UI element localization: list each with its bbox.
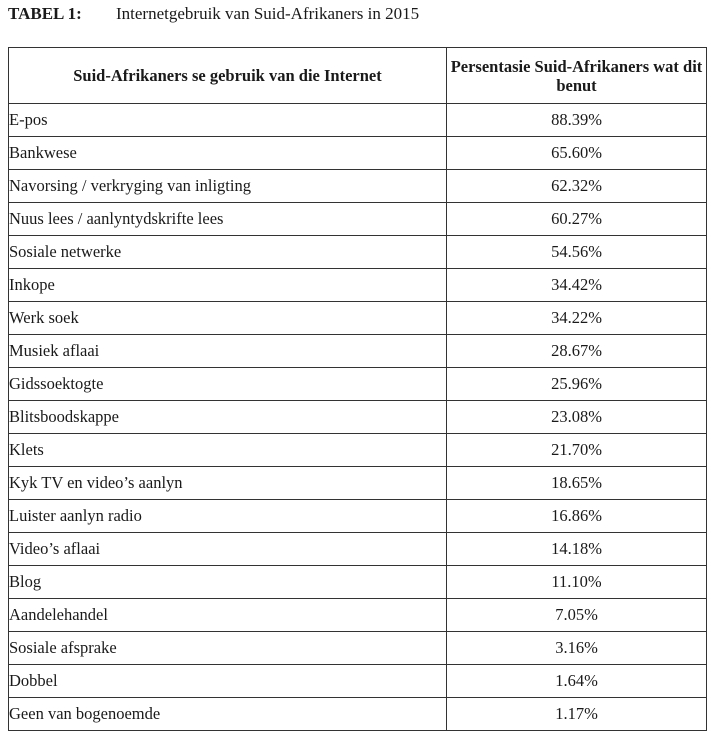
- table-row: [9, 698, 707, 731]
- table-row: [9, 434, 707, 467]
- table-row: [9, 302, 707, 335]
- usage-percent-cell: 3.16%: [447, 632, 707, 665]
- usage-activity-cell: Bankwese: [9, 137, 447, 170]
- usage-activity-cell: Musiek aflaai: [9, 335, 447, 368]
- usage-activity-cell: Sosiale afsprake: [9, 632, 447, 665]
- usage-activity-cell: Kyk TV en video’s aanlyn: [9, 467, 447, 500]
- usage-percent-cell: 7.05%: [447, 599, 707, 632]
- usage-percent-cell: 34.42%: [447, 269, 707, 302]
- usage-percent-cell: 88.39%: [447, 104, 707, 137]
- usage-activity-cell: Navorsing / verkryging van inligting: [9, 170, 447, 203]
- table-row: [9, 665, 707, 698]
- table-row: [9, 170, 707, 203]
- usage-activity-cell: Sosiale netwerke: [9, 236, 447, 269]
- table-row: [9, 533, 707, 566]
- table-label: TABEL 1:: [8, 4, 82, 23]
- table-row: [9, 401, 707, 434]
- usage-activity-cell: Blitsboodskappe: [9, 401, 447, 434]
- table-row: [9, 269, 707, 302]
- usage-activity-cell: Nuus lees / aanlyntydskrifte lees: [9, 203, 447, 236]
- usage-percent-cell: 54.56%: [447, 236, 707, 269]
- table-row: [9, 203, 707, 236]
- table-row: [9, 467, 707, 500]
- usage-activity-cell: Luister aanlyn radio: [9, 500, 447, 533]
- table-row: [9, 236, 707, 269]
- usage-percent-cell: 28.67%: [447, 335, 707, 368]
- usage-activity-cell: Blog: [9, 566, 447, 599]
- usage-percent-cell: 23.08%: [447, 401, 707, 434]
- table-row: [9, 137, 707, 170]
- usage-percent-cell: 65.60%: [447, 137, 707, 170]
- table-row: [9, 500, 707, 533]
- table-row: [9, 104, 707, 137]
- table-row: [9, 335, 707, 368]
- table-caption: [8, 4, 419, 24]
- table-row: [9, 368, 707, 401]
- usage-activity-cell: Klets: [9, 434, 447, 467]
- usage-percent-cell: 60.27%: [447, 203, 707, 236]
- usage-percent-cell: 18.65%: [447, 467, 707, 500]
- table-body: [9, 104, 707, 731]
- usage-percent-cell: 1.64%: [447, 665, 707, 698]
- table-row: [9, 632, 707, 665]
- table-header: [9, 48, 707, 104]
- table-row: [9, 566, 707, 599]
- table-row: [9, 599, 707, 632]
- usage-activity-cell: Werk soek: [9, 302, 447, 335]
- usage-activity-cell: Dobbel: [9, 665, 447, 698]
- usage-percent-cell: 34.22%: [447, 302, 707, 335]
- usage-activity-cell: E-pos: [9, 104, 447, 137]
- internet-usage-table: [8, 47, 707, 731]
- usage-activity-cell: Aandelehandel: [9, 599, 447, 632]
- usage-percent-cell: 25.96%: [447, 368, 707, 401]
- usage-percent-cell: 16.86%: [447, 500, 707, 533]
- usage-activity-cell: Geen van bogenoemde: [9, 698, 447, 731]
- usage-percent-cell: 11.10%: [447, 566, 707, 599]
- header-percentage: Persentasie Suid-Afrikaners wat dit benut: [447, 48, 707, 104]
- usage-percent-cell: 14.18%: [447, 533, 707, 566]
- table-title: Internetgebruik van Suid-Afrikaners in 2015: [116, 4, 420, 23]
- header-usage: Suid-Afrikaners se gebruik van die Internet: [9, 48, 447, 104]
- usage-activity-cell: Gidssoektogte: [9, 368, 447, 401]
- header-row: [9, 48, 707, 104]
- usage-percent-cell: 62.32%: [447, 170, 707, 203]
- usage-activity-cell: Video’s aflaai: [9, 533, 447, 566]
- usage-percent-cell: 21.70%: [447, 434, 707, 467]
- usage-activity-cell: Inkope: [9, 269, 447, 302]
- usage-percent-cell: 1.17%: [447, 698, 707, 731]
